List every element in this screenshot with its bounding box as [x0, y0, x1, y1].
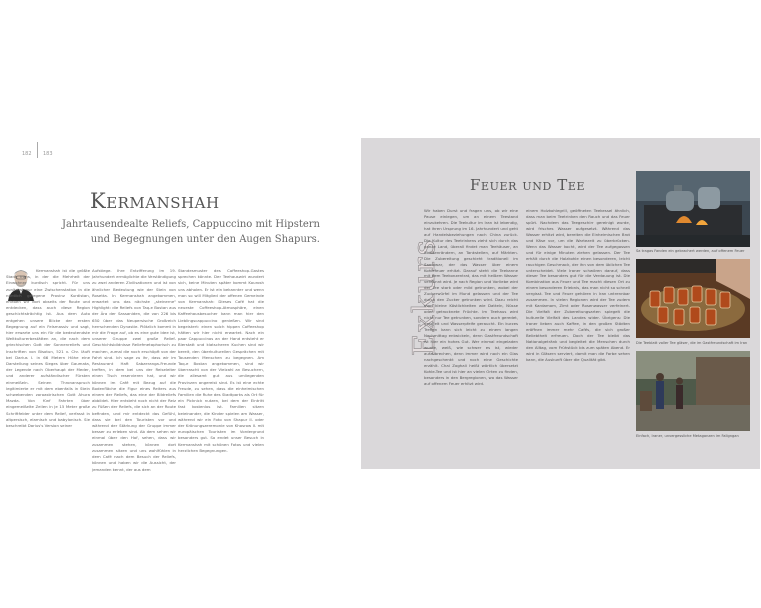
- photo-teapot-fire: [636, 171, 750, 247]
- exkurs-label: Exkurs: [407, 237, 442, 356]
- body-column-2: Aufstiege. Ihre Entzifferung im 19. Jahrhundert ermöglichte die Verständigung zu zwei anderen Zivilisationen und ist von ähnlicher Bedeutung wie der Stein von Rosetta. In Kermanshah angekommen, erwartet uns das nächste „steinerne" Highlight: die Reliefs von Taq-e Bostan aus der Ära der Sassaniden, die von 226 bis 650 über das Neupersische Großreich herrschenden Dynastie. Plötzlich kommt in mir die Frage auf, ob es eine gute Idee ist, unserer Gruppe zwei große Relief-Geschichtsbildnisse Reliefmetaphorisch zu machen, zumal die noch erschöpft von der Fahrt sind. Ich sage zu ihr, dass wir im Restaurant Haft Sabzeranga-Freunde treffen, in dem bei uns der Reiseleiter einen Tisch reservieren hat, und wir können im Café mit Bezug auf die Bodenfläche die Figur eines Reiters aus einem der Reliefs, das eine der Bildreliefs abbildet. Hier entsteht noch nicht der Reiz zu Füßen der Reliefs, die sich an der Route befinden, und mir entdeckt das Gefühl, dass sie bei den Touristen vor und während der Stärkung der Gruppe immer besser zu erleben sind. Ab dem sehen wir einmal über den Hof, sehen, dass wir zusammen stehen, können dort zusammen sitzen und uns wohlfühlen in dem Café nach dem Besuch der Reliefs, können und haben wir die Aussicht, der jemanden kennt, der aus dem: [92, 268, 176, 472]
- page-number-left: 182: [22, 151, 32, 157]
- photo-tea-tray: [636, 259, 750, 338]
- exkurs-column-1: Wir haben Durst und fragen uns, ob wir eine Pause einlegen, um an einem Teestand einzukehren. Die Teekultur im Iran ist lebendig, hat ihren Ursprung im 16. Jahrhundert und geht auf Handelsbeziehungen nach China zurück. Die Kultur des Teetrinkens zieht sich durch das ganze Land, überall findet man Teehäuser, an Straßenrändern, an Tankstellen, auf Märkten. Die Zubereitung geschieht traditionell im Samowar, der das Wasser über einem Kohlefeuer erhitzt. Darauf steht die Teekanne mit dem Teekonzentrat, das mit heißem Wasser verdünnt wird. Je nach Region und Vorliebe wird der Tee stark oder mild getrunken, wobei der Zuckerwürfel im Mund gelassen und der Tee durch den Zucker getrunken wird. Dazu reicht man kleine Köstlichkeiten wie Datteln, Nüsse oder getrocknete Früchte. Im Teehaus wird nicht nur Tee getrunken, sondern auch geredet, gespielt und Wasserpfeife geraucht. Ein kurzes Treffen kann sich leicht zu einem langen Nachmittag entwickeln, denn Gastfreundschaft ist hier ein hohes Gut. Wer einmal eingeladen wurde, weiß, wie schwer es ist, wieder aufzubrechen, denn immer wird noch ein Glas nachgeschenkt und noch eine Geschichte erzählt. Chai Zoghali heißt wörtlich übersetzt Kohle-Tee und ist hier an vielen Orten zu finden, besonders in den Bergregionen, wo das Wasser auf offenem Feuer erhitzt wird.: [424, 208, 518, 386]
- chapter-title: Kermanshah: [90, 189, 220, 213]
- subtitle-line-2: und Begegnungen unter den Augen Shapurs.: [90, 234, 320, 245]
- folio-divider: [37, 142, 38, 158]
- chapter-subtitle: [50, 217, 320, 247]
- body-column-1: Kermanshah ist die größte Stadt Irans, in der die Mehrheit der Einwohner kurdisch spricht. Für uns zunächst nur eine Zwischenstation in die nördlich gelegene Provinz Kurdistan, erleben wir dort abseits der Route und entdecken, dass auch diese Region geschichtsträchtig ist. Aus dem Auto entgehen unsere Blicke der ersten Begegnung auf ein Felsmassiv und sagt, hier erwarte uns ein für die bedeutendste Weltkulturerbestätten an, die nach dem griechischen Gott der Sonnenreliefs und Inschriften von Bisotun, 521 v. Chr. läuft bei Darius I. in 66 Metern Höhe eine Darstellung seines Sieges über Gaumata, der Legende nach Oberhaupt der Meder, und anderer aufständischer Fürsten einmeißeln. Seinen Thronanspruch legitimierte er mit dem ebenfalls in Stein schwebenden zoroastrischen Gott Ahura Mazda. Von fünf Fahrten über eingemeißelte Zeilen in je 15 Meter große Schriftfelder unter dem Relief, verfasst in altpersisch, elamisch und babylonisch. Sie beschreibt Darius's Version seiner: [6, 268, 90, 429]
- photo-market-street: [636, 351, 750, 431]
- photo-caption-1: Sa tragas Fanden ein gebrachert werden, auf offenem Feuer: [636, 249, 745, 253]
- page-number-right: 183: [43, 151, 53, 157]
- subtitle-line-1: Jahrtausendealte Reliefs, Cappuccino mit Hipstern: [61, 219, 320, 230]
- body-column-3: Standesmuster des Coffeeshop-Gastes sprechen könnte. Der Teehauswirt wundert sich, keine Minuten später kommt Kourosh uns abholen. Er ist ein bekannter und wenn man so will Mitglied der offenen Gemeinde von Kermanshah: Dieses Café hat die neueste Coffeeshop-Atmosphäre, einen Kaffeehausbesucher kann man hier den Lieblingscappuccino genießen. Wir sind begeistert: einen solch hippen Coffeeshop hätten wir hier nicht erwartet. Nach ein paar Cappuccinos an der Hand entsteht er Bierstatt und klatscheren Kuchen sind wir bereit, den überkulturellen Gesprächen mit Tausenden Menschen zu begegnen. Am Taq-e Bostan angekommen, sind wir überrascht von der Vielzahl an Besuchern, die allesamt gut aus umliegenden Provinzen angereist sind. Es ist eine echte Freude, zu sehen, dass die einheimischen Familien die Ruhe des Stadtparks als Ort für ein Picknick nutzen, bei dem der Eintritt fast kostenlos ist. Familien sitzen beieinander, die Kinder spielen am Wasser, während wir ein Foto von Shapur II. oder der Krönungszeremonie von Khosrow II. mit europäischen Touristen im Vordergrund besonders gut. So endet unser Besuch in Kermanshah mit schönen Fotos und vielen herzlichen Begegnungen.: [178, 268, 264, 453]
- photo-caption-2: Die Teeblatt voller Tee gläser, die im Gastfreundschaft im Iran: [636, 341, 748, 345]
- exkurs-title: Feuer und Tee: [470, 176, 586, 194]
- exkurs-column-2: einem Holzkohlegrill, geöffneten Teekessel ähnlich, dass man beim Teetrinken den Rauch und das Feuer spürt. Nachdem das Teegeschirr gereinigt wurde, wird frisches Wasser aufgesetzt. Während das Wasser erhitzt wird, bereiten die Einheimischen Brot und Käse vor, um die Wartezeit zu überbrücken. Wenn das Wasser kocht, wird der Tee aufgegossen und für einige Minuten ziehen gelassen. Der Tee erhält durch die Holzkohle einen besonderen, leicht rauchigen Geschmack, der ihn von dem üblichen Tee unterscheidet. Viele Iraner schwören darauf, dass dieser Tee besonders gut für die Verdauung ist. Die Kombination aus Feuer und Tee macht diesen Ort zu einem besonderen Erlebnis, das man nicht so schnell vergisst. Tee und Feuer gehören in Iran untrennbar zusammen. In vielen Regionen wird der Tee zudem mit Kardamom, Zimt oder Rosenwasser verfeinert. Die Vielfalt der Zubereitungsarten spiegelt die kulturelle Vielfalt des Landes wider. Übrigens: Die Iraner lieben auch Kaffee, in den großen Städten eröffnen immer mehr Cafés, die sich großer Beliebtheit erfreuen. Doch der Tee bleibt das Nationalgetränk und begleitet die Menschen durch den Alltag, vom Frühstück bis zum späten Abend. Er wird in Gläsern serviert, damit man die Farbe sehen kann, die Auskunft über die Qualität gibt.: [526, 208, 630, 362]
- photo-caption-3: Einfach, Iraner, unvergessliche Metaganzen im Fallgngan: [636, 434, 739, 438]
